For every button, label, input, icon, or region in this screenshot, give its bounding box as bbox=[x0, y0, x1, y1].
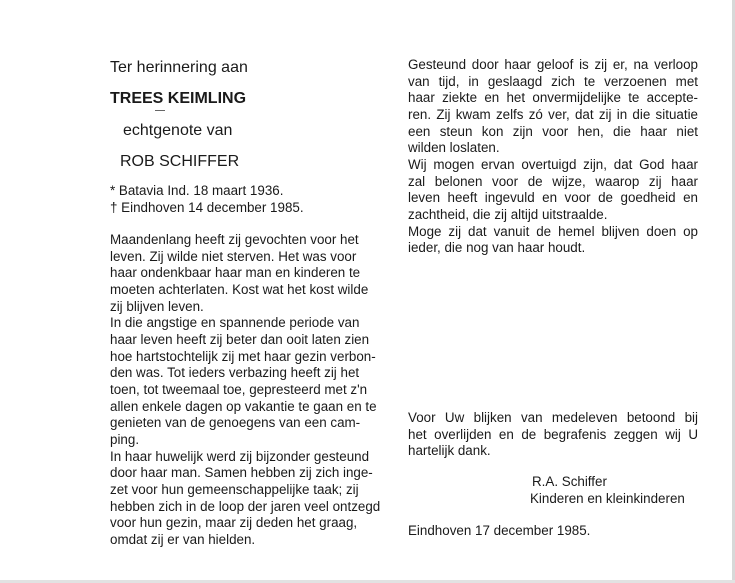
deceased-name: TREES KEIMLING bbox=[110, 90, 247, 107]
right-text-line: ieder, die nog van haar houdt. bbox=[408, 240, 586, 256]
right-text-line: Moge zij dat vanuit de hemel blijven doen op bbox=[408, 223, 698, 239]
left-text-line: In haar huwelijk werd zij bijzonder gesteund bbox=[110, 448, 370, 464]
right-text-line: zachtheid, die zij altijd uitstraalde. bbox=[408, 206, 608, 222]
left-text-line: moeten achterlaten. Kost wat het kost wilde bbox=[110, 281, 369, 297]
place-date: Eindhoven 17 december 1985. bbox=[408, 523, 591, 538]
right-text-line: wilden loslaten. bbox=[408, 140, 500, 156]
relation-line: echtgenote van bbox=[123, 122, 233, 139]
left-text-line: zij blijven leven. bbox=[110, 298, 204, 314]
thanks-line: Voor Uw blijken van medeleven betoond bij bbox=[408, 410, 698, 425]
right-text-line: ren. Zij kwam zelfs zó ver, dat zij in die situatie bbox=[408, 106, 698, 122]
life-dates bbox=[110, 183, 304, 216]
left-text-line: door haar man. Samen hebben zij zich inge- bbox=[110, 465, 373, 481]
left-text-line: hoe hartstochtelijk zij met haar gezin verbon- bbox=[110, 348, 376, 364]
left-text-line: ping. bbox=[110, 431, 140, 447]
right-text-line: Wij mogen ervan overtuigd zijn, dat God haar bbox=[408, 156, 698, 172]
left-text-line: haar ondenkbaar haar man en kinderen te bbox=[110, 265, 361, 281]
right-text-block bbox=[408, 57, 698, 257]
left-text-line: hebben zich in de loop der jaren veel ontzegd bbox=[110, 498, 381, 514]
left-text-line: zet voor hun gemeenschappelijke taak; zij bbox=[110, 481, 359, 497]
right-text-line: een steun kon zijn voor hen, die haar niet bbox=[408, 123, 698, 139]
left-text-line: In die angstige en spannende periode van bbox=[110, 315, 360, 331]
left-text-line: den was. Tot ieders verbazing heeft zij het bbox=[110, 365, 360, 381]
left-text-line: voor hun gezin, maar zij deden het graag, bbox=[110, 515, 358, 531]
left-text-block bbox=[110, 232, 381, 548]
left-text-line: haar leven heeft zij beter dan ooit laten zien bbox=[110, 331, 370, 347]
right-text-line: zal belonen voor de wijze, waarop zij haar bbox=[408, 173, 698, 189]
thanks-line: het overlijden en de begrafenis zeggen wij U bbox=[408, 426, 698, 442]
thanks-line: hartelijk dank. bbox=[408, 443, 491, 459]
left-text-line: leven. Zij wilde niet sterven. Het was voor bbox=[110, 248, 357, 264]
left-text-line: allen enkele dagen op vakantie te gaan en te bbox=[110, 398, 377, 414]
right-text-line: haar ziekte en het onvermijdelijke te accepte- bbox=[408, 90, 698, 106]
left-text-line: toen, tot tweemaal toe, gepresteerd met z'n bbox=[110, 381, 368, 397]
left-text-line: omdat zij er van hielden. bbox=[110, 531, 256, 547]
left-text-line: genieten van de genoegens van een cam- bbox=[110, 415, 361, 431]
signature-block bbox=[530, 474, 685, 507]
right-text-line: leven heeft ingevuld en voor de goedheid en bbox=[408, 190, 698, 206]
death-date: † Eindhoven 14 december 1985. bbox=[110, 199, 304, 215]
decorative-mark bbox=[155, 110, 165, 111]
left-text-line: Maandenlang heeft zij gevochten voor het bbox=[110, 232, 359, 247]
right-text-line: van tijd, in geslaagd zich te verzoenen met bbox=[408, 73, 698, 89]
thanks-block bbox=[408, 410, 698, 460]
signature-family: Kinderen en kleinkinderen bbox=[530, 490, 685, 506]
birth-date: * Batavia Ind. 18 maart 1936. bbox=[110, 183, 284, 198]
right-text-line: Gesteund door haar geloof is zij er, na verloop bbox=[408, 57, 698, 72]
signature-name: R.A. Schiffer bbox=[532, 474, 607, 489]
spouse-name: ROB SCHIFFER bbox=[120, 153, 240, 170]
intro-line: Ter herinnering aan bbox=[110, 59, 248, 76]
